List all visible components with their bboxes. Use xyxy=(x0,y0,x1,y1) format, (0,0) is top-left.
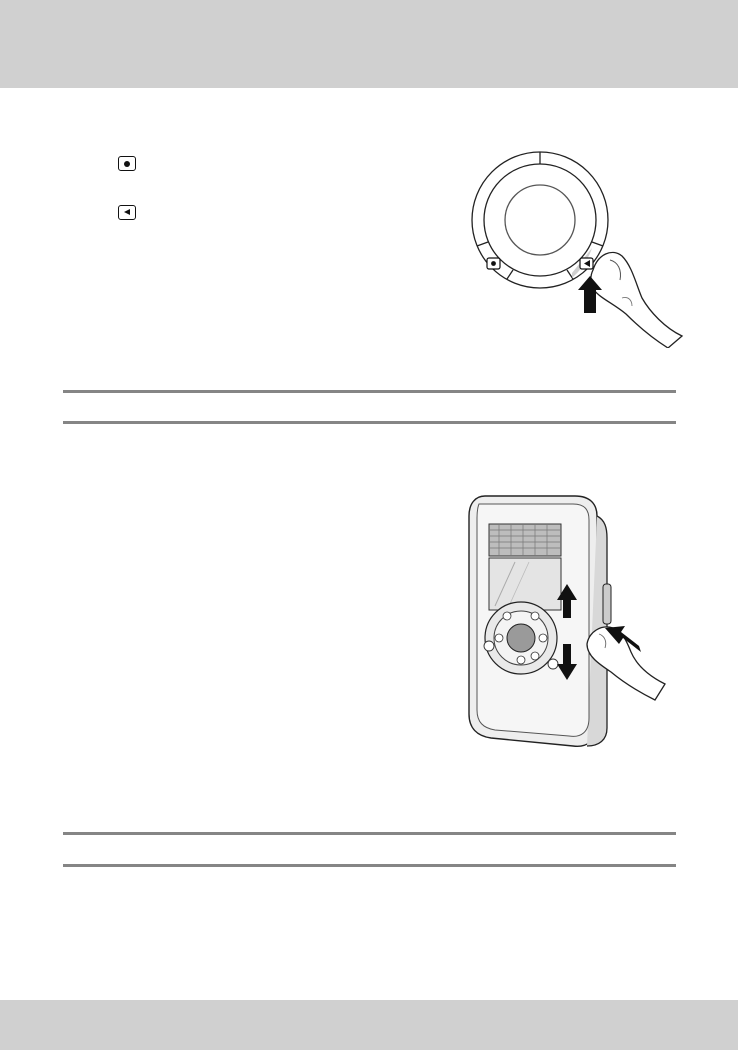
section-rule xyxy=(63,421,676,424)
header-band xyxy=(0,0,738,88)
footer-band xyxy=(0,1000,738,1050)
back-button-icon xyxy=(118,205,136,220)
section-rule xyxy=(63,832,676,835)
section-rule xyxy=(63,390,676,393)
record-button-icon xyxy=(118,156,136,171)
camcorder-illustration xyxy=(455,488,670,758)
section-rule xyxy=(63,864,676,867)
dial-illustration xyxy=(460,148,700,348)
